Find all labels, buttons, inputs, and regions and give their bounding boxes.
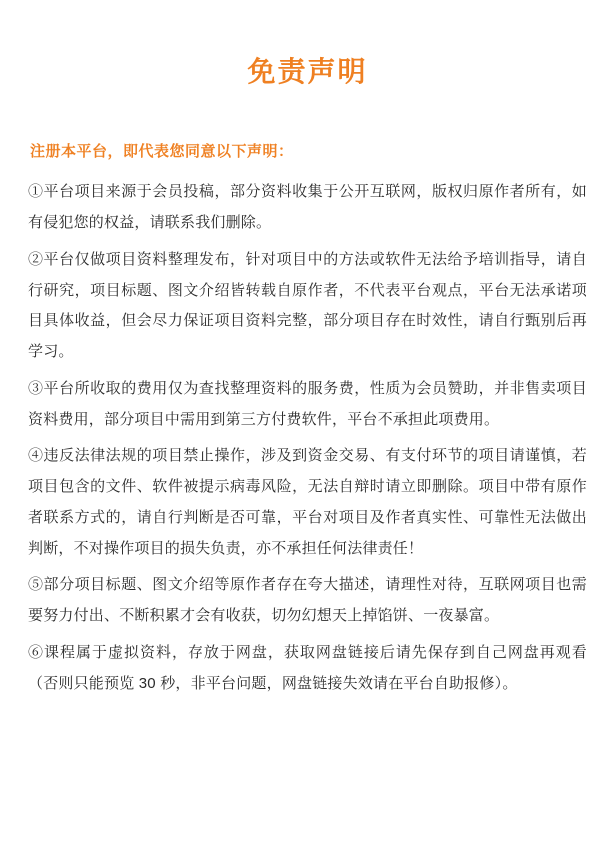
clause-item: ⑤部分项目标题、图文介绍等原作者存在夸大描述，请理性对待，互联网项目也需要努力付出、不断积累才会有收获，切勿幻想天上掉馅饼、一夜暴富。	[28, 576, 587, 625]
clause-item: ②平台仅做项目资料整理发布，针对项目中的方法或软件无法给予培训指导，请自行研究，项目标题、图文介绍皆转载自原作者，不代表平台观点，平台无法承诺项目具体收益，但会尽力保证项目资料完整，部分项目存在时效性，请自行甄别后再学习。	[28, 250, 587, 361]
page-title: 免责声明	[247, 56, 368, 87]
clause-item: ④违反法律法规的项目禁止操作，涉及到资金交易、有支付环节的项目请谨慎，若项目包含的文件、软件被提示病毒风险，无法自辩时请立即删除。项目中带有原作者联系方式的，请自行判断是否可靠，平台对项目及作者真实性、可靠性无法做出判断，不对操作项目的损失负责，亦不承担任何法律责任！	[28, 447, 587, 557]
clause-item: ⑥课程属于虚拟资料，存放于网盘，获取网盘链接后请先保存到自己网盘再观看（否则只能预览 30 秒，非平台问题，网盘链接失效请在平台自助报修）。	[28, 643, 587, 692]
clause-item: ③平台所收取的费用仅为查找整理资料的服务费，性质为会员赞助，并非售卖项目资料费用，部分项目中需用到第三方付费软件，平台不承担此项费用。	[28, 379, 587, 428]
clause-item: ①平台项目来源于会员投稿，部分资料收集于公开互联网，版权归原作者所有，如有侵犯您的权益，请联系我们删除。	[28, 183, 587, 232]
consent-statement: 注册本平台，即代表您同意以下声明：	[30, 143, 294, 161]
